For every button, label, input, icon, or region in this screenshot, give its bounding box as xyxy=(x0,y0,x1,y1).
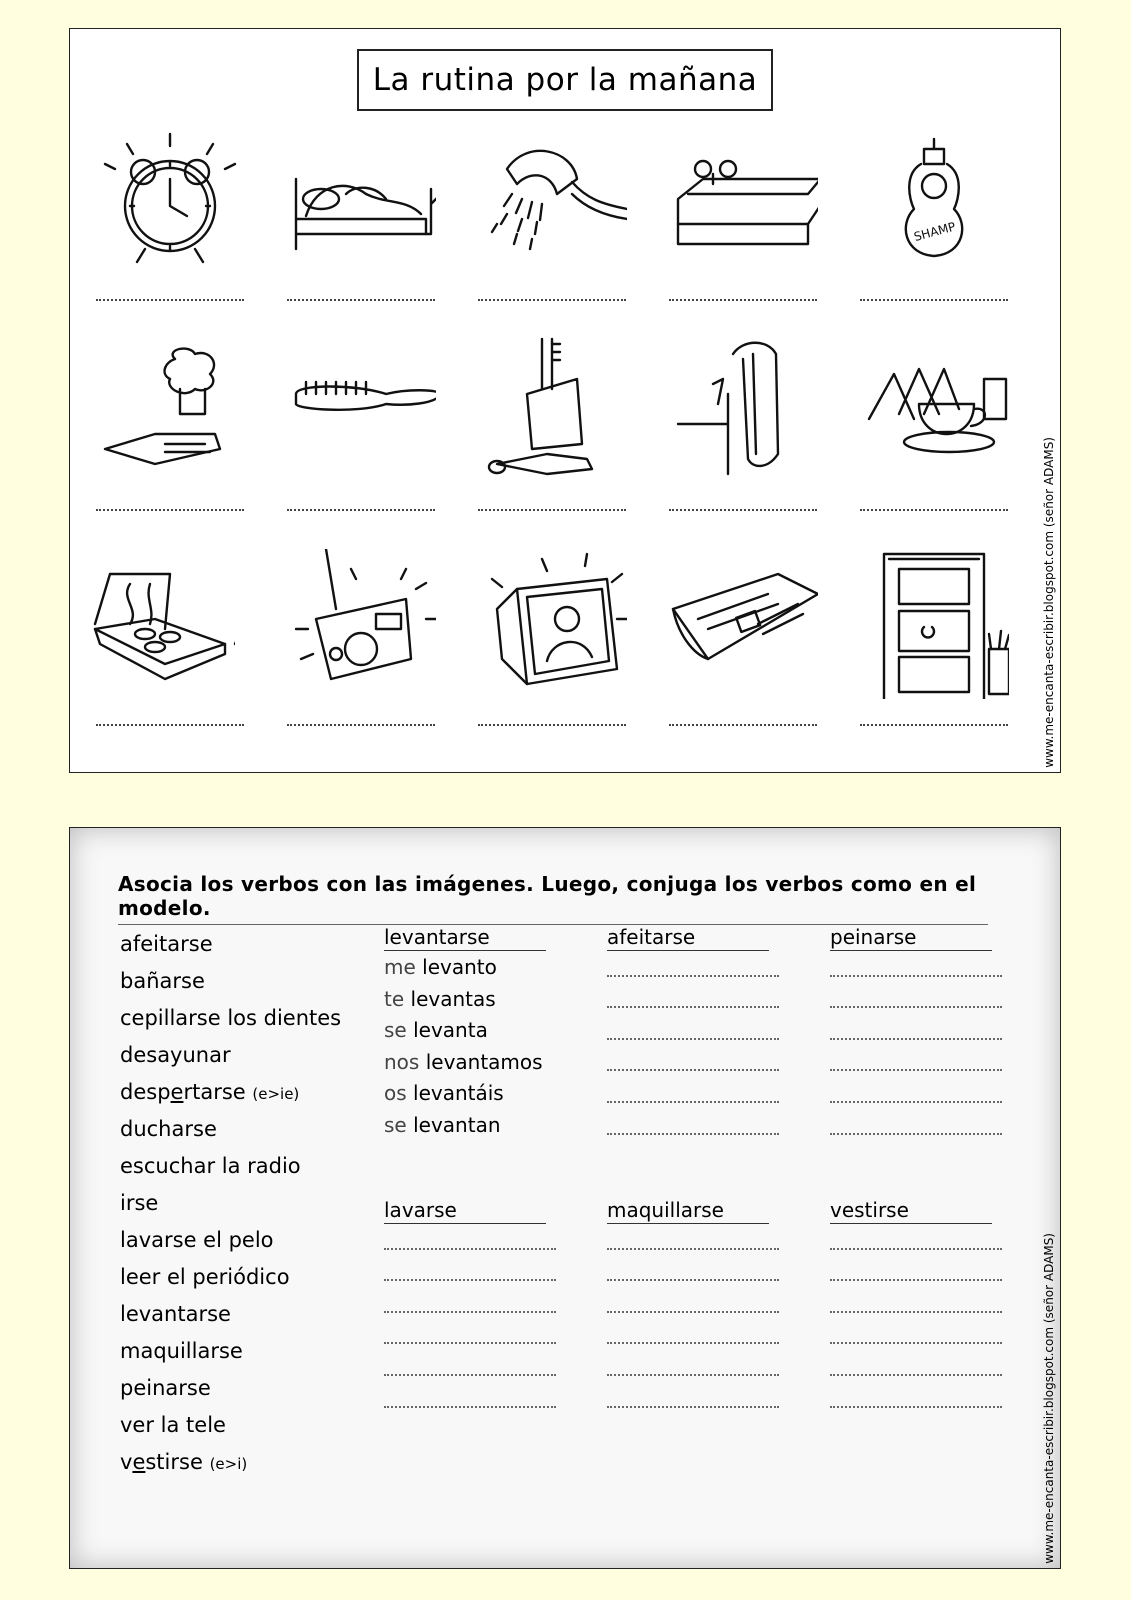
practice-verb: afeitarse xyxy=(607,924,769,951)
verb-item: desayunar xyxy=(120,1043,231,1067)
answer-line[interactable] xyxy=(830,1040,1002,1072)
verb-item: levantarse xyxy=(120,1302,231,1326)
worksheet-title: La rutina por la mañana xyxy=(357,49,773,111)
answer-line[interactable] xyxy=(830,1008,1002,1040)
answer-line[interactable] xyxy=(830,1344,1002,1376)
answer-line[interactable] xyxy=(830,945,1002,977)
answer-line[interactable] xyxy=(287,724,435,726)
verb-item: maquillarse xyxy=(120,1339,243,1363)
answer-line[interactable] xyxy=(384,1313,556,1345)
makeup-compact-icon xyxy=(85,549,235,699)
answer-line[interactable] xyxy=(607,1376,779,1408)
newspaper-icon xyxy=(668,549,818,699)
verb-item-despertarse: despertarse (e>ie) xyxy=(120,1080,300,1104)
verb-item: ver la tele xyxy=(120,1413,226,1437)
alarm-clock-icon xyxy=(95,124,245,274)
shower-head-icon xyxy=(477,124,627,274)
credit-text: www.me-encanta-escribir.blogspot.com (señor ADAMS) xyxy=(1042,1233,1056,1564)
answer-line[interactable] xyxy=(830,1313,1002,1345)
answer-line[interactable] xyxy=(607,945,779,977)
hairbrush-icon xyxy=(286,334,436,484)
conjugation-block xyxy=(830,1197,1005,1414)
answer-line[interactable] xyxy=(830,1281,1002,1313)
model-row: nos levantamos xyxy=(384,1049,543,1074)
answer-line[interactable] xyxy=(96,724,244,726)
verb-item: escuchar la radio xyxy=(120,1154,301,1178)
answer-line[interactable] xyxy=(607,1313,779,1345)
answer-line[interactable] xyxy=(478,299,626,301)
answer-line[interactable] xyxy=(384,1281,556,1313)
answer-line[interactable] xyxy=(287,509,435,511)
bed-icon xyxy=(286,124,436,274)
stem-change-note: (e>i) xyxy=(209,1455,248,1473)
answer-line[interactable] xyxy=(287,299,435,301)
credit-text: www.me-encanta-escribir.blogspot.com (señor ADAMS) xyxy=(1042,437,1056,768)
answer-line[interactable] xyxy=(478,724,626,726)
answer-line[interactable] xyxy=(860,299,1008,301)
verb-item: bañarse xyxy=(120,969,205,993)
answer-line[interactable] xyxy=(860,724,1008,726)
practice-verb: lavarse xyxy=(384,1197,546,1224)
answer-line[interactable] xyxy=(607,1281,779,1313)
verb-item: ducharse xyxy=(120,1117,217,1141)
answer-line[interactable] xyxy=(384,1218,556,1250)
hair-washing-icon xyxy=(95,334,245,484)
radio-icon xyxy=(286,549,436,699)
conjugation-block xyxy=(830,924,1005,1141)
model-row: me levanto xyxy=(384,955,497,979)
verb-item: cepillarse los dientes xyxy=(120,1006,342,1030)
answer-line[interactable] xyxy=(607,1103,779,1135)
verb-list xyxy=(120,926,341,1481)
model-row: se levanta xyxy=(384,1018,488,1043)
answer-line[interactable] xyxy=(830,1071,1002,1103)
verb-item: irse xyxy=(120,1191,159,1215)
practice-verb: peinarse xyxy=(830,924,992,951)
answer-line[interactable] xyxy=(830,977,1002,1009)
conjugation-block xyxy=(384,1197,559,1414)
practice-verb: maquillarse xyxy=(607,1197,769,1224)
answer-line[interactable] xyxy=(478,509,626,511)
door-icon xyxy=(859,549,1009,699)
towel-icon xyxy=(668,334,818,484)
answer-line[interactable] xyxy=(607,1250,779,1282)
svg-text:SHAMP: SHAMP xyxy=(912,219,957,245)
conjugation-block xyxy=(607,1197,782,1414)
model-row: os levantáis xyxy=(384,1081,504,1106)
model-conjugation xyxy=(384,924,559,1141)
toothbrush-icon xyxy=(477,334,627,484)
answer-line[interactable] xyxy=(607,977,779,1009)
answer-line[interactable] xyxy=(607,1071,779,1103)
bathtub-icon xyxy=(668,124,818,274)
answer-line[interactable] xyxy=(384,1250,556,1282)
answer-line[interactable] xyxy=(860,509,1008,511)
instructions: Asocia los verbos con las imágenes. Luego, conjuga los verbos como en el modelo. xyxy=(118,872,988,925)
picture-panel xyxy=(69,28,1061,773)
answer-line[interactable] xyxy=(384,1376,556,1408)
verb-item: peinarse xyxy=(120,1376,211,1400)
answer-line[interactable] xyxy=(830,1376,1002,1408)
answer-line[interactable] xyxy=(96,509,244,511)
answer-line[interactable] xyxy=(96,299,244,301)
verb-item: afeitarse xyxy=(120,932,213,956)
answer-line[interactable] xyxy=(607,1344,779,1376)
conjugation-block xyxy=(607,924,782,1141)
verb-item-vestirse: vestirse (e>i) xyxy=(120,1450,248,1474)
shampoo-bottle-icon xyxy=(859,124,1009,274)
television-icon xyxy=(477,549,627,699)
model-row: se levantan xyxy=(384,1112,501,1137)
verb-item: leer el periódico xyxy=(120,1265,290,1289)
answer-line[interactable] xyxy=(830,1250,1002,1282)
answer-line[interactable] xyxy=(830,1218,1002,1250)
answer-line[interactable] xyxy=(669,509,817,511)
exercise-panel xyxy=(69,827,1061,1569)
answer-line[interactable] xyxy=(607,1040,779,1072)
answer-line[interactable] xyxy=(830,1103,1002,1135)
answer-line[interactable] xyxy=(669,724,817,726)
practice-verb: vestirse xyxy=(830,1197,992,1224)
stem-change-note: (e>ie) xyxy=(252,1085,300,1103)
verb-item: lavarse el pelo xyxy=(120,1228,274,1252)
answer-line[interactable] xyxy=(607,1008,779,1040)
answer-line[interactable] xyxy=(669,299,817,301)
answer-line[interactable] xyxy=(607,1218,779,1250)
model-verb: levantarse xyxy=(384,924,546,951)
answer-line[interactable] xyxy=(384,1344,556,1376)
breakfast-icon xyxy=(859,334,1009,484)
model-row: te levantas xyxy=(384,986,496,1011)
